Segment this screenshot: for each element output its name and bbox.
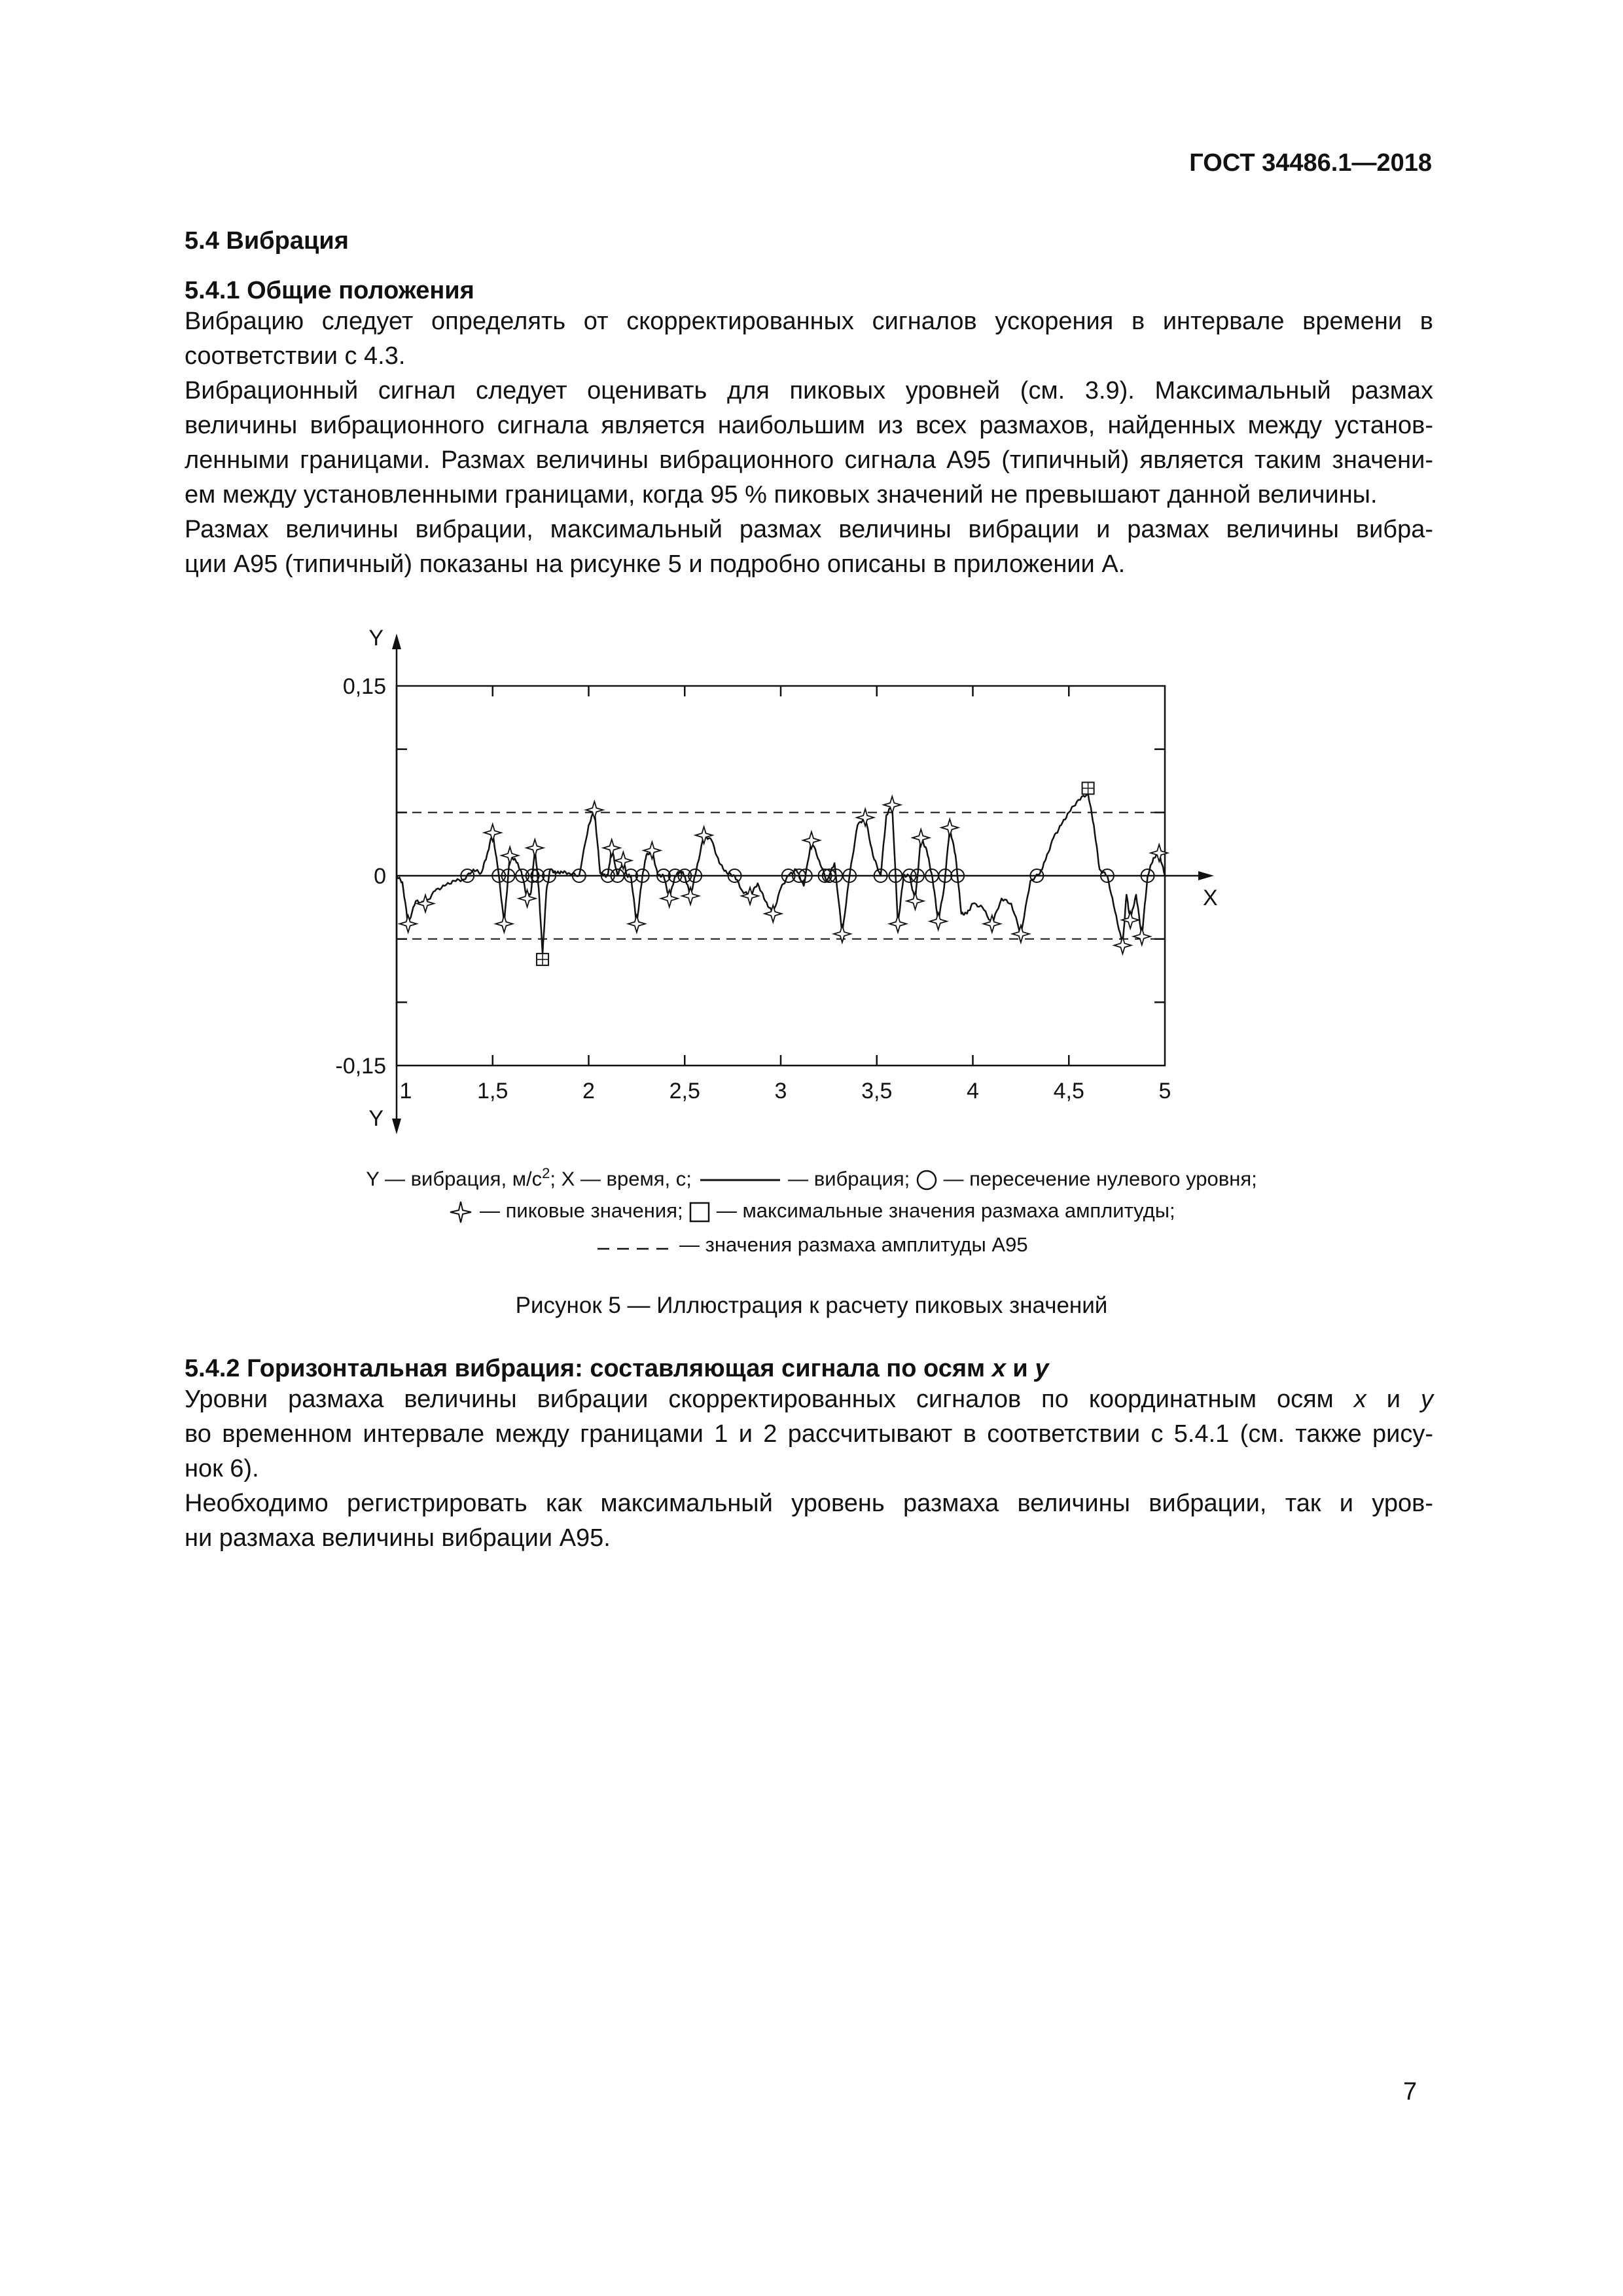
text-line: ни размаха величины вибрации А95. xyxy=(185,1524,611,1552)
peak-marker xyxy=(984,915,1001,932)
x-axis-label: X xyxy=(1203,886,1218,910)
text-line xyxy=(116,1382,1433,1417)
peak-marker xyxy=(696,827,713,844)
circle-icon xyxy=(916,1169,938,1191)
title-axis-x: x xyxy=(991,1355,1006,1382)
text-line: соответствии с 4.3. xyxy=(185,342,406,370)
vibration-series xyxy=(397,793,1165,954)
peak-marker xyxy=(912,829,929,846)
legend-peak-text: — пиковые значения; xyxy=(480,1199,683,1222)
text-line-start: Уровни размаха величины вибрации скорректированных сигналов по координатным осям xyxy=(185,1386,1354,1413)
vibration-chart xyxy=(281,615,1263,1152)
axis-x: x xyxy=(1353,1386,1366,1413)
legend-vibration-text: — вибрация; xyxy=(788,1167,910,1191)
peak-marker xyxy=(803,832,820,849)
text-line: нок 6). xyxy=(185,1455,259,1482)
text-line: ем между установленными границами, когда 95 % пиковых значений не превышают данной величины. xyxy=(185,481,1378,509)
text-line: ции А95 (типичный) показаны на рисунке 5 и подробно описаны в приложении А. xyxy=(185,550,1126,578)
peak-marker xyxy=(764,905,781,922)
peak-marker xyxy=(400,915,417,932)
paragraph-5-4-2-1 xyxy=(116,1382,1433,1486)
text-and: и xyxy=(1366,1386,1421,1413)
chart-labels xyxy=(336,626,1218,1131)
peak-marker xyxy=(741,888,758,905)
legend-x-text: ; X — время, с; xyxy=(550,1167,692,1191)
square-icon xyxy=(688,1201,711,1223)
x-tick-label: 3,5 xyxy=(861,1079,893,1103)
legend-unit-sup: 2 xyxy=(542,1165,550,1181)
paragraph-5-4-2-2 xyxy=(116,1486,1433,1556)
text-line: во временном интервале между границами 1 и 2 рассчитывают в соответствии с 5.4.1 (см. также рису- xyxy=(185,1420,1433,1448)
legend-y-text: Y — вибрация, м/с xyxy=(366,1167,543,1191)
peak-marker xyxy=(603,839,620,856)
y-axis-arrow-up xyxy=(392,634,401,649)
text-line: величины вибрационного сигнала является наибольшим из всех размахов, найденных между установ- xyxy=(185,412,1433,439)
peak-marker xyxy=(661,890,678,907)
peak-marker xyxy=(906,893,923,910)
legend-line-2 xyxy=(0,1199,1623,1224)
dashed-line-icon xyxy=(595,1240,673,1253)
title-and: и xyxy=(1005,1355,1035,1382)
y-tick-label: 0 xyxy=(374,864,386,889)
x-axis-arrow xyxy=(1198,871,1214,880)
legend-a95-text: — значения размаха амплитуды А95 xyxy=(679,1233,1028,1256)
y-axis-label-bottom: Y xyxy=(368,1106,383,1131)
legend-line-3 xyxy=(0,1233,1623,1257)
section-title-5-4: 5.4 Вибрация xyxy=(185,227,349,255)
peak-marker xyxy=(930,913,947,930)
peak-marker xyxy=(519,890,536,907)
page-number: 7 xyxy=(1403,2078,1418,2106)
y-axis-arrow-down xyxy=(392,1119,401,1134)
peak-marker xyxy=(526,839,543,856)
x-tick-label: 5 xyxy=(1158,1079,1171,1103)
peak-marker xyxy=(941,819,958,836)
axis-y: y xyxy=(1421,1386,1433,1413)
text-line: Вибрационный сигнал следует оценивать для пиковых уровней (см. 3.9). Максимальный размах xyxy=(185,377,1433,404)
y-tick-label: -0,15 xyxy=(335,1054,386,1079)
peak-marker xyxy=(1133,928,1150,945)
paragraph-5-4-1-1 xyxy=(116,304,1433,374)
x-tick-label: 3 xyxy=(774,1079,787,1103)
y-tick-label: 0,15 xyxy=(342,674,386,699)
x-tick-label: 2,5 xyxy=(669,1079,700,1103)
text-line: Необходимо регистрировать как максимальный уровень размаха величины вибрации, так и уров- xyxy=(185,1490,1433,1517)
chart-markers xyxy=(400,782,1168,965)
paragraph-5-4-1-2 xyxy=(116,374,1433,512)
figure-caption: Рисунок 5 — Иллюстрация к расчету пиковых значений xyxy=(515,1293,1108,1318)
paragraph-5-4-1-3 xyxy=(116,512,1433,582)
vibration-line xyxy=(397,793,1165,954)
y-axis-label-top: Y xyxy=(368,626,383,651)
title-text: 5.4.2 Горизонтальная вибрация: составляющая сигнала по осям xyxy=(185,1355,992,1382)
peak-marker xyxy=(628,915,645,932)
peak-marker xyxy=(484,824,501,841)
x-tick-label: 1 xyxy=(399,1079,412,1103)
document-code: ГОСТ 34486.1—2018 xyxy=(1189,149,1432,177)
peak-marker xyxy=(883,797,901,814)
section-title-5-4-2 xyxy=(185,1355,1048,1383)
x-tick-label: 4,5 xyxy=(1053,1079,1084,1103)
peak-marker xyxy=(1012,925,1029,942)
text-line: Размах величины вибрации, максимальный размах величины вибрации и размах величины вибра- xyxy=(185,516,1433,543)
legend-line-1 xyxy=(0,1165,1623,1191)
legend-zero-crossing-text: — пересечение нулевого уровня; xyxy=(943,1167,1257,1191)
text-line: ленными границами. Размах величины вибрационного сигнала А95 (типичный) является таким значени- xyxy=(185,446,1433,474)
peak-marker xyxy=(889,915,906,932)
x-tick-label: 1,5 xyxy=(477,1079,508,1103)
title-axis-y: y xyxy=(1035,1355,1049,1382)
peak-marker xyxy=(1114,937,1131,954)
solid-line-icon xyxy=(698,1174,783,1187)
peak-marker xyxy=(615,852,632,869)
section-title-5-4-1: 5.4.1 Общие положения xyxy=(185,277,474,304)
x-tick-label: 4 xyxy=(967,1079,979,1103)
peak-marker xyxy=(834,925,851,942)
peak-marker xyxy=(682,888,699,905)
peak-marker xyxy=(495,915,512,932)
text-line: Вибрацию следует определять от скорректированных сигналов ускорения в интервале времени в xyxy=(185,308,1433,335)
legend-max-range-text: — максимальные значения размаха амплитуды; xyxy=(716,1199,1175,1222)
x-tick-label: 2 xyxy=(582,1079,595,1103)
peak-marker xyxy=(586,801,603,818)
star-icon xyxy=(448,1200,474,1224)
